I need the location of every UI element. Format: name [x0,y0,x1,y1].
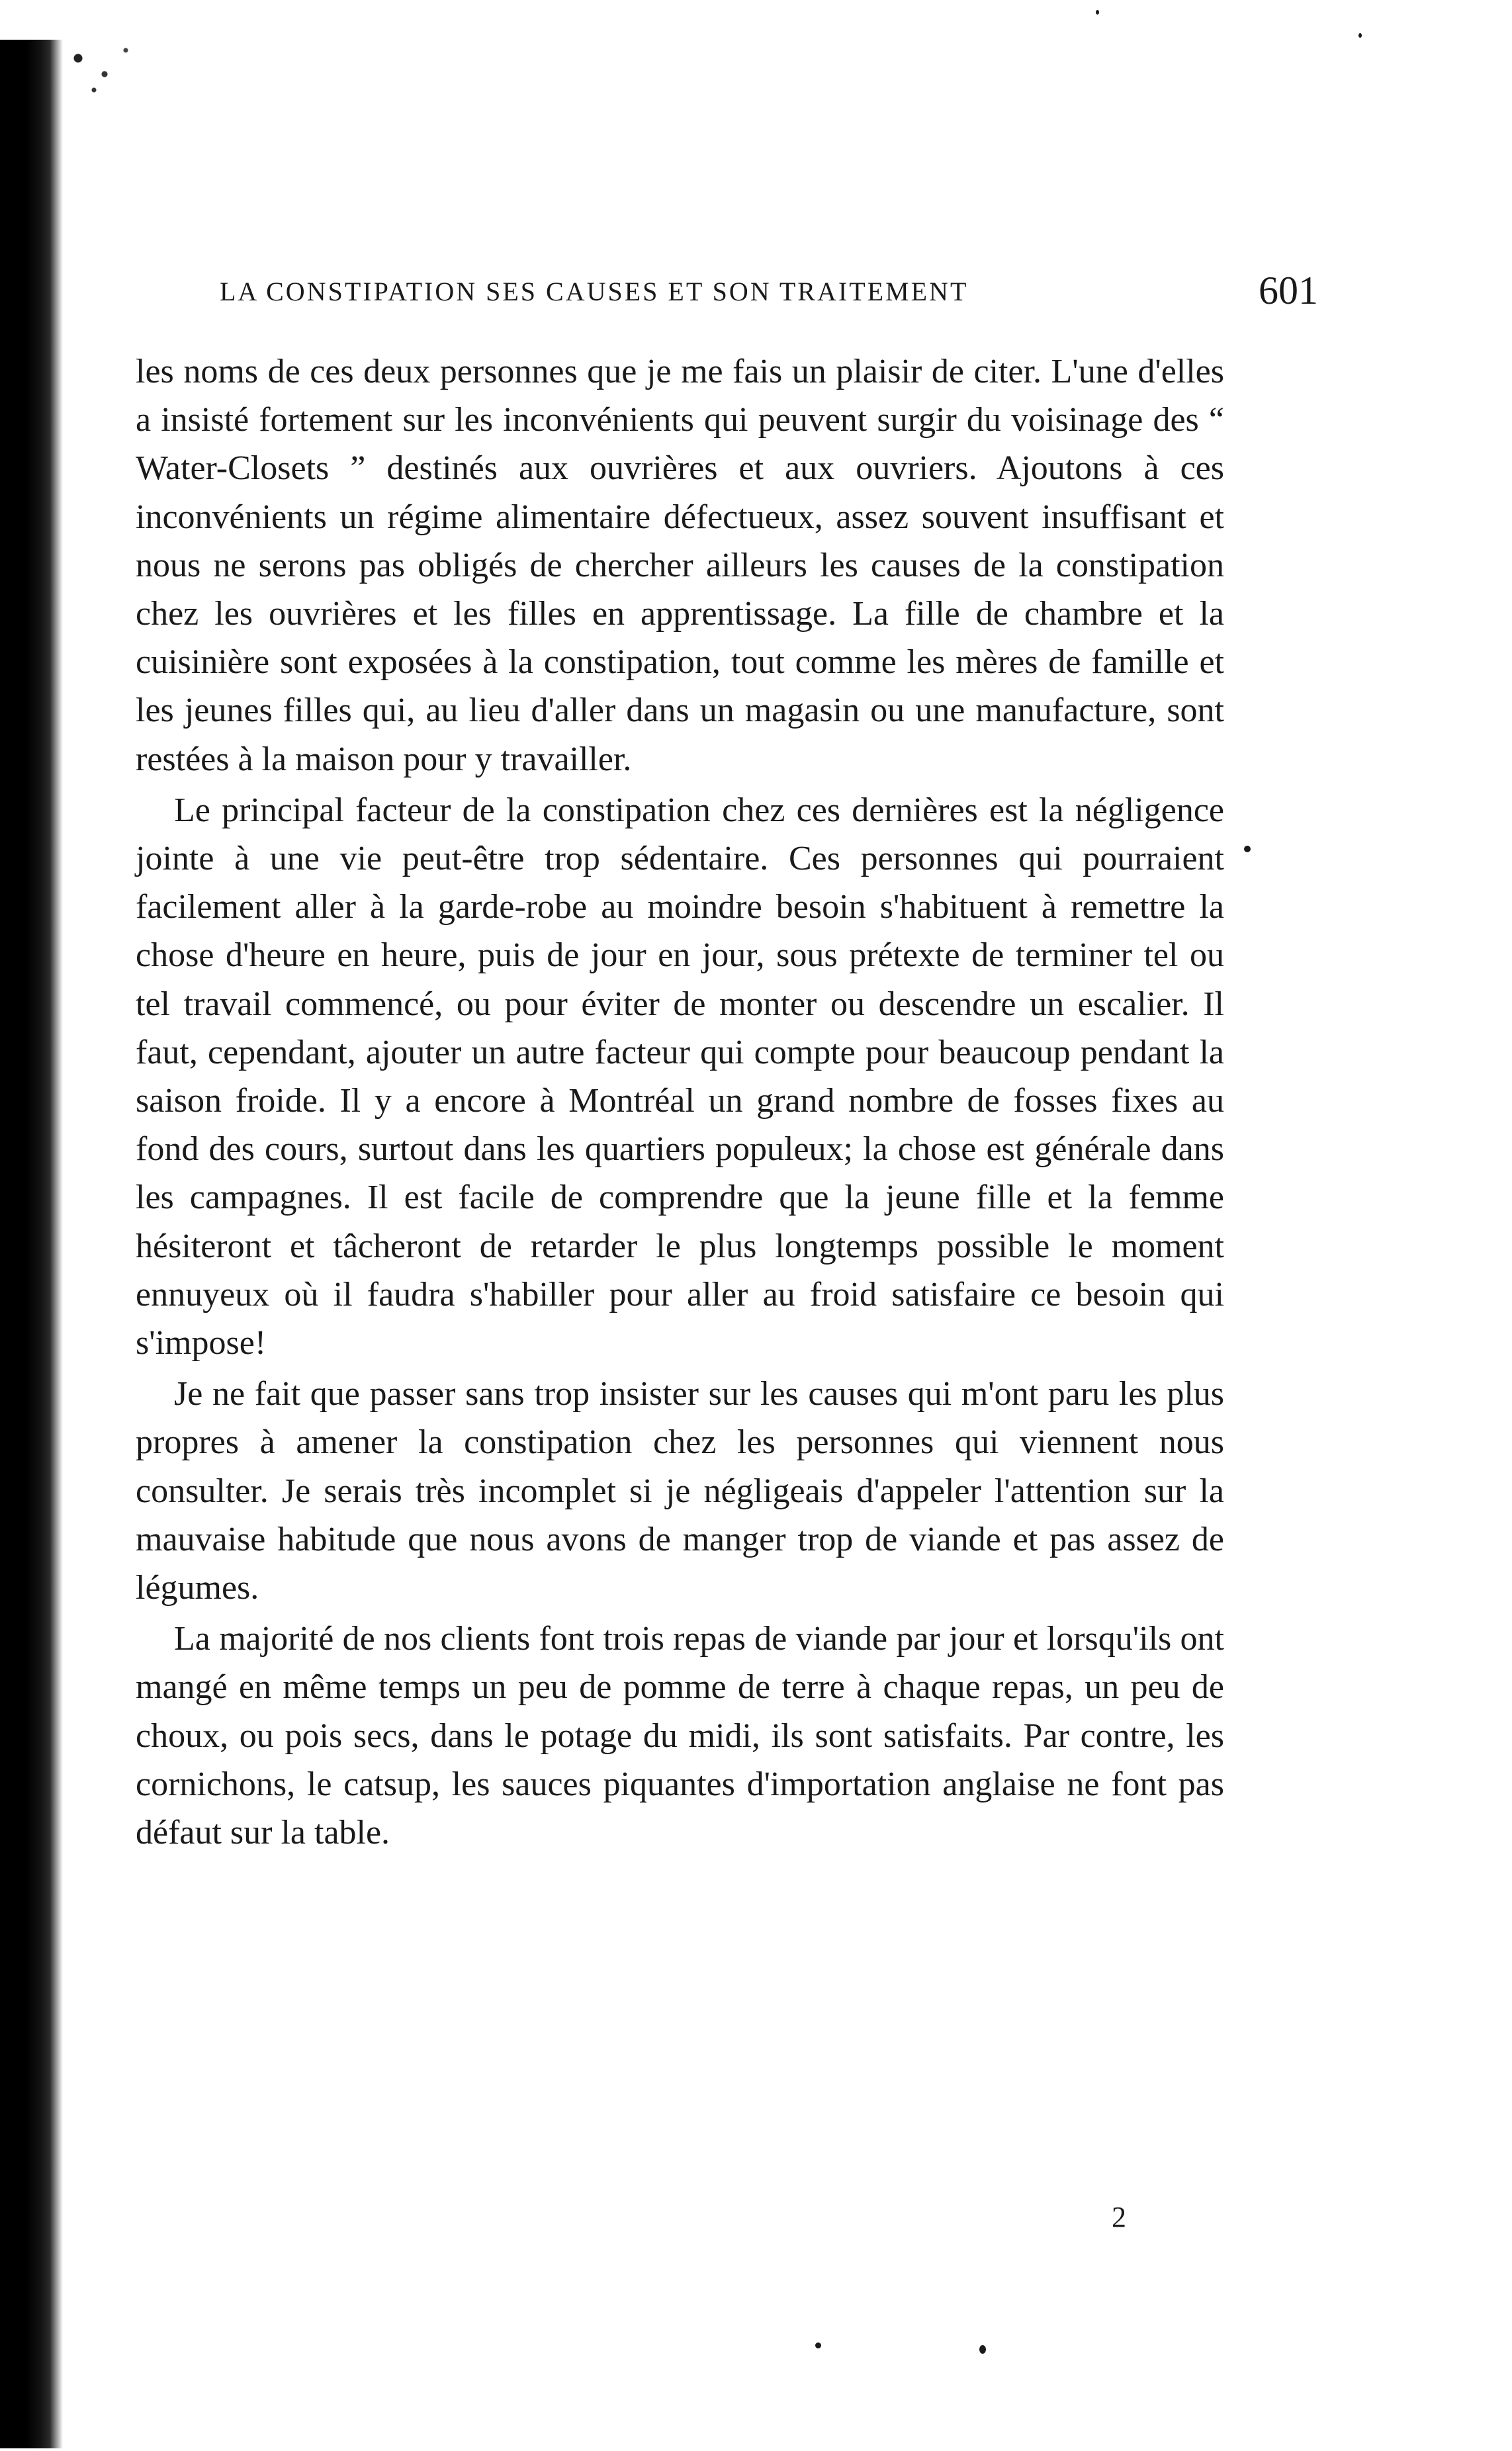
page-number: 601 [1259,269,1318,312]
ink-speck [815,2342,821,2348]
body-text [136,347,1224,1857]
binding-edge [0,40,63,2448]
paragraph: Je ne fait que passer sans trop insister sur les causes qui m'ont paru les plus propres à amener la constipation chez les personnes qui viennent nous consulter. Je serais très incomplet si je négligeais d'appeler l'attention sur la mauvaise habitude que nous avons de manger trop de viande et pas assez de légumes. [136,1375,1224,1607]
paragraph: les noms de ces deux personnes que je me fais un plaisir de citer. L'une d'elles a insisté fortement sur les inconvénients qui peuvent surgir du voisinage des “ Water-Closets ” destinés aux ouvrières et aux ouvriers. Ajoutons à ces inconvénients un régime alimentaire défectueux, assez souvent insuffisant et nous ne serons pas obligés de chercher ailleurs les causes de la constipation chez les ouvrières et les filles en apprentissage. La fille de chambre et la cuisinière sont exposées à la constipation, tout comme les mères de famille et les jeunes filles qui, au lieu d'aller dans un magasin ou une manufacture, sont restées à la maison pour y travailler. [136,353,1224,778]
binding-speckle [46,26,152,106]
running-head: LA CONSTIPATION SES CAUSES ET SON TRAITEMENT [220,277,969,306]
ink-speck [1096,10,1099,15]
ink-speck [1244,846,1251,852]
ink-speck [1358,33,1362,38]
paragraph: Le principal facteur de la constipation chez ces dernières est la négligence jointe à une vie peut-être trop sédentaire. Ces personnes qui pourraient facilement aller à la garde-robe au moindre besoin s'habituent à remettre la chose d'heure en heure, puis de jour en jour, sous prétexte de terminer tel ou tel travail commencé, ou pour éviter de monter ou descendre un escalier. Il faut, cependant, ajouter un autre facteur qui compte pour beaucoup pendant la saison froide. Il y a encore à Montréal un grand nombre de fosses fixes au fond des cours, surtout dans les quartiers populeux; la chose est générale dans les campagnes. Il est facile de comprendre que la jeune fille et la femme hésiteront et tâcheront de retarder le plus longtemps possible le moment ennuyeux où il faudra s'habiller pour aller au froid satisfaire ce besoin qui s'impose! [136,791,1224,1362]
paragraph: La majorité de nos clients font trois repas de viande par jour et lorsqu'ils ont mangé en même temps un peu de pomme de terre à chaque repas, un peu de choux, ou pois secs, dans le potage du midi, ils sont satisfaits. Par contre, les cornichons, le catsup, les sauces piquantes d'importation anglaise ne font pas défaut sur la table. [136,1620,1224,1852]
page-header [220,268,1318,321]
ink-speck [979,2345,986,2354]
signature-mark: 2 [1112,2201,1126,2233]
